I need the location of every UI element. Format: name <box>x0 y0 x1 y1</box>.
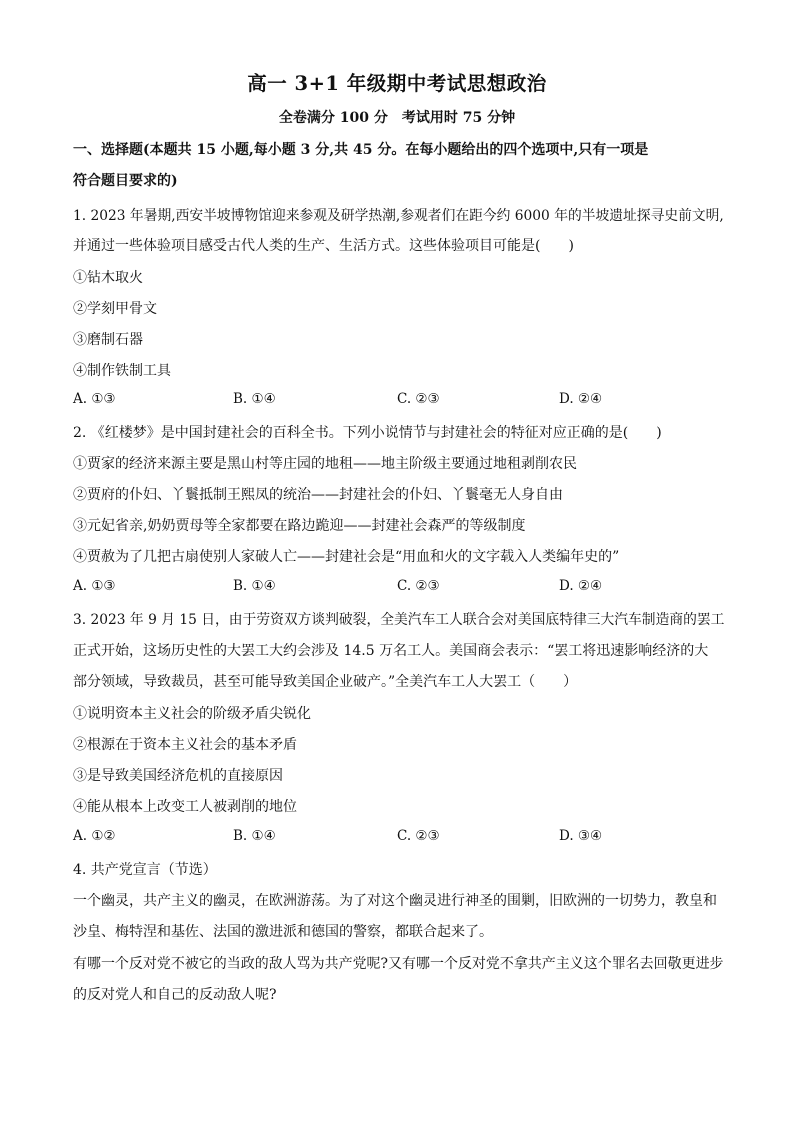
section-heading-line-2: 符合题目要求的) <box>73 173 178 189</box>
question-2-stem-line-1: 2. 《红楼梦》是中国封建社会的百科全书。下列小说情节与封建社会的特征对应正确的是( ) <box>73 425 662 441</box>
question-1-item-4: ④制作铁制工具 <box>73 363 171 379</box>
question-2-option-b: B. ①④ <box>233 578 276 594</box>
exam-subtitle: 全卷满分 100 分 考试用时 75 分钟 <box>278 110 516 126</box>
question-2-option-d: D. ②④ <box>559 578 603 594</box>
question-3-stem-line-1: 3. 2023 年 9 月 15 日，由于劳资双方谈判破裂，全美汽车工人联合会对美国底特律三大汽车制造商的罢工 <box>73 612 725 628</box>
question-2-item-3: ③元妃省亲,奶奶贾母等全家都要在路边跪迎——封建社会森严的等级制度 <box>73 518 526 534</box>
question-1-item-2: ②学刻甲骨文 <box>73 301 157 317</box>
question-2-item-4: ④贾赦为了几把古扇使别人家破人亡——封建社会是“用血和火的文字载入人类编年史的” <box>73 549 620 565</box>
question-4-passage-line-3: 有哪一个反对党不被它的当政的敌人骂为共产党呢?又有哪一个反对党不拿共产主义这个罪名去回敬更进步 <box>73 956 724 972</box>
question-4-passage-line-2: 沙皇、梅特涅和基佐、法国的激进派和德国的警察，都联合起来了。 <box>73 924 493 940</box>
question-3-option-b: B. ①④ <box>233 828 276 844</box>
question-3-item-3: ③是导致美国经济危机的直接原因 <box>73 768 283 784</box>
question-3-stem-line-3: 部分领域，导致裁员，甚至可能导致美国企业破产。”全美汽车工人大罢工（ ） <box>73 674 578 690</box>
question-3-option-c: C. ②③ <box>397 828 440 844</box>
question-1-option-a: A. ①③ <box>73 391 116 407</box>
question-2-option-c: C. ②③ <box>397 578 440 594</box>
question-1-item-3: ③磨制石器 <box>73 332 143 348</box>
question-3-stem-line-2: 正式开始，这场历史性的大罢工大约会涉及 14.5 万名工人。美国商会表示：“罢工将迅速影响经济的大 <box>73 643 709 659</box>
question-3-options <box>73 828 673 848</box>
question-3-item-2: ②根源在于资本主义社会的基本矛盾 <box>73 737 297 753</box>
question-1-stem-line-1: 1. 2023 年暑期,西安半坡博物馆迎来参观及研学热潮,参观者们在距今约 6000 年的半坡遗址探寻史前文明, <box>73 208 724 224</box>
question-4-stem: 4. 共产党宣言（节选） <box>73 862 217 878</box>
question-2-option-a: A. ①③ <box>73 578 116 594</box>
question-3-item-1: ①说明资本主义社会的阶级矛盾尖锐化 <box>73 706 311 722</box>
question-1-option-d: D. ②④ <box>559 391 603 407</box>
question-4-passage-line-4: 的反对党人和自己的反动敌人呢? <box>73 987 277 1003</box>
question-2-item-2: ②贾府的仆妇、丫鬟抵制王熙凤的统治——封建社会的仆妇、丫鬟毫无人身自由 <box>73 487 563 503</box>
question-3-item-4: ④能从根本上改变工人被剥削的地位 <box>73 799 297 815</box>
question-3-option-a: A. ①② <box>73 828 116 844</box>
question-1-option-b: B. ①④ <box>233 391 276 407</box>
question-1-stem-line-2: 并通过一些体验项目感受古代人类的生产、生活方式。这些体验项目可能是( ) <box>73 238 574 254</box>
question-2-item-1: ①贾家的经济来源主要是黑山村等庄园的地租——地主阶级主要通过地租剥削农民 <box>73 456 577 472</box>
question-4-passage-line-1: 一个幽灵，共产主义的幽灵，在欧洲游荡。为了对这个幽灵进行神圣的围剿，旧欧洲的一切势力，教皇和 <box>73 893 717 909</box>
question-3-option-d: D. ③④ <box>559 828 603 844</box>
section-heading-line-1: 一、选择题(本题共 15 小题,每小题 3 分,共 45 分。在每小题给出的四个选项中,只有一项是 <box>73 142 649 158</box>
exam-title: 高一 3+1 年级期中考试思想政治 <box>247 72 547 95</box>
question-2-options <box>73 578 673 598</box>
question-1-option-c: C. ②③ <box>397 391 440 407</box>
question-1-item-1: ①钻木取火 <box>73 270 143 286</box>
question-1-options <box>73 391 673 411</box>
